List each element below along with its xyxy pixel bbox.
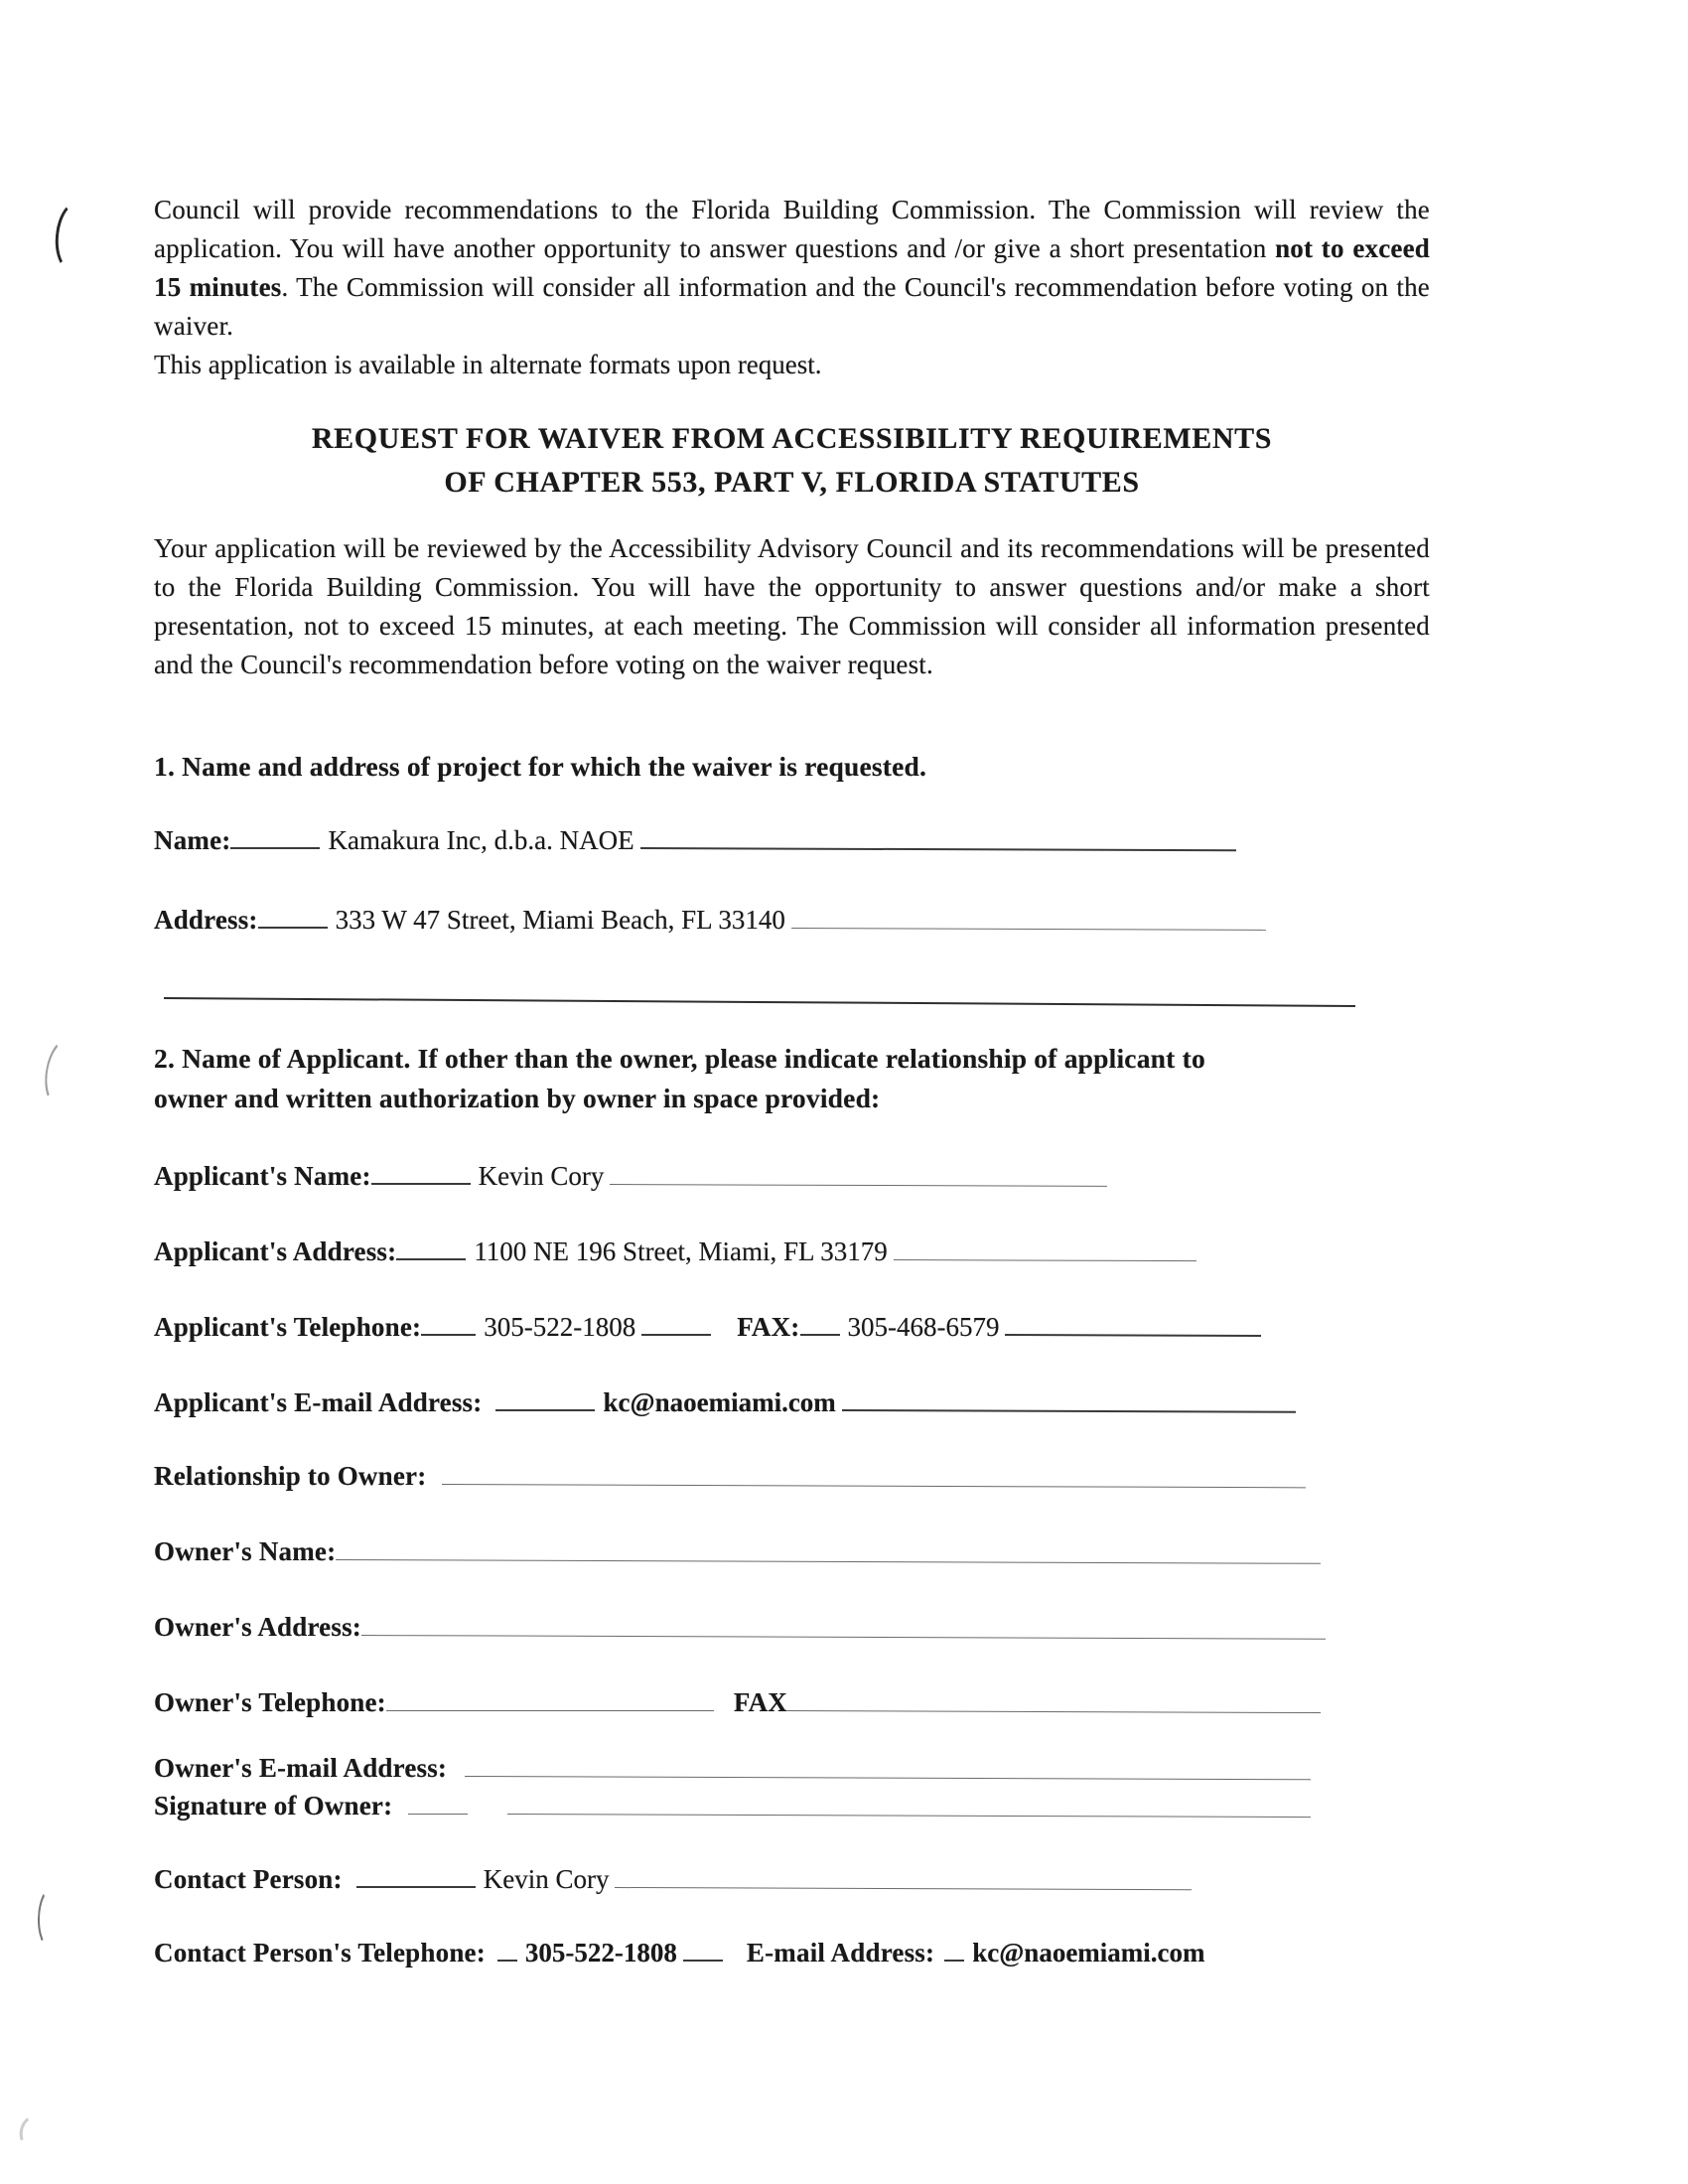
document-title bbox=[154, 417, 1430, 505]
blank-line bbox=[791, 923, 1266, 931]
contact-person-value: Kevin Cory bbox=[483, 1864, 610, 1894]
blank-line bbox=[640, 842, 1236, 851]
project-address-row bbox=[154, 902, 1266, 938]
owner-fax-label: FAX bbox=[733, 1687, 787, 1717]
intro-text: Council will provide recommendations to the Florida Building Commission. The Commission will review the application. You will have another opportunity to answer questions and /or give a short presentation bbox=[154, 195, 1430, 263]
owner-address-label: Owner's Address: bbox=[154, 1612, 361, 1642]
applicant-name-label: Applicant's Name: bbox=[154, 1161, 371, 1191]
blank-line bbox=[442, 1479, 1306, 1488]
horizontal-rule bbox=[164, 997, 1355, 1007]
applicant-email-row bbox=[154, 1384, 1296, 1420]
blank-line-segment bbox=[386, 1705, 714, 1711]
applicant-telephone-row bbox=[154, 1309, 1261, 1345]
document-title-line2: OF CHAPTER 553, PART V, FLORIDA STATUTES bbox=[444, 466, 1140, 499]
intro-text-after: . The Commission will consider all information and the Council's recommendation before voting on the waiver. bbox=[154, 272, 1430, 341]
blank-line bbox=[894, 1254, 1196, 1261]
owner-name-label: Owner's Name: bbox=[154, 1536, 337, 1566]
margin-paren-mark bbox=[37, 1887, 66, 1950]
applicant-address-row bbox=[154, 1234, 1196, 1269]
project-address-value: 333 W 47 Street, Miami Beach, FL 33140 bbox=[335, 905, 785, 935]
blank-line-segment bbox=[408, 1809, 468, 1815]
contact-email-value: kc@naoemiami.com bbox=[972, 1938, 1205, 1967]
signature-of-owner-label: Signature of Owner: bbox=[154, 1791, 393, 1820]
blank-line-segment bbox=[800, 1329, 840, 1336]
relationship-to-owner-row bbox=[154, 1458, 1306, 1494]
margin-paren-mark bbox=[16, 2112, 48, 2149]
margin-paren-mark bbox=[52, 199, 98, 274]
blank-line-segment bbox=[683, 1955, 723, 1962]
blank-line-segment bbox=[495, 1404, 595, 1411]
blank-line bbox=[465, 1771, 1311, 1780]
applicant-address-label: Applicant's Address: bbox=[154, 1237, 397, 1266]
contact-telephone-label: Contact Person's Telephone: bbox=[154, 1938, 486, 1967]
relationship-to-owner-label: Relationship to Owner: bbox=[154, 1461, 427, 1491]
applicant-fax-value: 305-468-6579 bbox=[847, 1312, 1000, 1342]
applicant-address-value: 1100 NE 196 Street, Miami, FL 33179 bbox=[474, 1237, 888, 1266]
signature-of-owner-row bbox=[154, 1788, 1311, 1823]
section1-heading: 1. Name and address of project for which the waiver is requested. bbox=[154, 751, 927, 782]
contact-telephone-row bbox=[154, 1935, 1375, 1970]
applicant-telephone-label: Applicant's Telephone: bbox=[154, 1312, 422, 1342]
blank-line bbox=[787, 1705, 1321, 1713]
owner-telephone-row bbox=[154, 1684, 1321, 1720]
contact-email-label: E-mail Address: bbox=[746, 1938, 935, 1967]
applicant-telephone-value: 305-522-1808 bbox=[484, 1312, 636, 1342]
document-title-line1: REQUEST FOR WAIVER FROM ACCESSIBILITY REQUIREMENTS bbox=[311, 422, 1273, 455]
section2-heading bbox=[154, 1039, 1430, 1118]
applicant-name-value: Kevin Cory bbox=[478, 1161, 605, 1191]
applicant-email-label: Applicant's E-mail Address: bbox=[154, 1387, 483, 1417]
blank-line bbox=[507, 1809, 1311, 1818]
blank-line-segment bbox=[230, 842, 320, 849]
blank-line bbox=[610, 1179, 1107, 1187]
applicant-name-row bbox=[154, 1158, 1107, 1194]
applicant-fax-label: FAX: bbox=[737, 1312, 800, 1342]
contact-telephone-value: 305-522-1808 bbox=[524, 1938, 677, 1967]
blank-line-segment bbox=[371, 1178, 471, 1185]
blank-line bbox=[615, 1882, 1192, 1890]
contact-person-row bbox=[154, 1861, 1192, 1897]
owner-address-row bbox=[154, 1609, 1326, 1645]
blank-line-segment bbox=[497, 1955, 517, 1962]
owner-name-row bbox=[154, 1533, 1321, 1569]
blank-line bbox=[842, 1404, 1296, 1413]
section2-heading-line2: owner and written authorization by owner in space provided: bbox=[154, 1083, 881, 1113]
intro-bold-phrase: not to exceed 15 minutes bbox=[154, 233, 1430, 302]
blank-line-segment bbox=[258, 922, 328, 929]
blank-line bbox=[336, 1554, 1321, 1564]
review-paragraph: Your application will be reviewed by the Accessibility Advisory Council and its recommendations will be presented to the Florida Building Commission. You will have the opportunity to answer questions and/or make a short presentation, not to exceed 15 minutes, at each meeting. The Commission will consider all information presented and the Council's recommendation before voting on the waiver request. bbox=[154, 533, 1430, 679]
blank-line-segment bbox=[944, 1955, 964, 1962]
margin-paren-mark bbox=[40, 1034, 90, 1111]
blank-line-segment bbox=[396, 1253, 466, 1260]
project-name-label: Name: bbox=[154, 825, 231, 855]
applicant-email-value: kc@naoemiami.com bbox=[603, 1387, 836, 1417]
owner-email-label: Owner's E-mail Address: bbox=[154, 1753, 448, 1783]
owner-telephone-label: Owner's Telephone: bbox=[154, 1687, 386, 1717]
blank-line bbox=[361, 1630, 1326, 1640]
blank-line-segment bbox=[641, 1329, 711, 1336]
alternate-formats-note: This application is available in alternate formats upon request. bbox=[154, 350, 822, 379]
blank-line-segment bbox=[356, 1881, 476, 1888]
project-address-label: Address: bbox=[154, 905, 258, 935]
blank-line bbox=[1005, 1329, 1261, 1337]
owner-email-row bbox=[154, 1750, 1311, 1786]
project-name-value: Kamakura Inc, d.b.a. NAOE bbox=[328, 825, 634, 855]
blank-line-segment bbox=[421, 1329, 476, 1336]
project-name-row bbox=[154, 822, 1236, 858]
intro-paragraph bbox=[154, 191, 1430, 346]
section2-heading-line1: 2. Name of Applicant. If other than the owner, please indicate relationship of applicant to bbox=[154, 1043, 1205, 1074]
contact-person-label: Contact Person: bbox=[154, 1864, 343, 1894]
